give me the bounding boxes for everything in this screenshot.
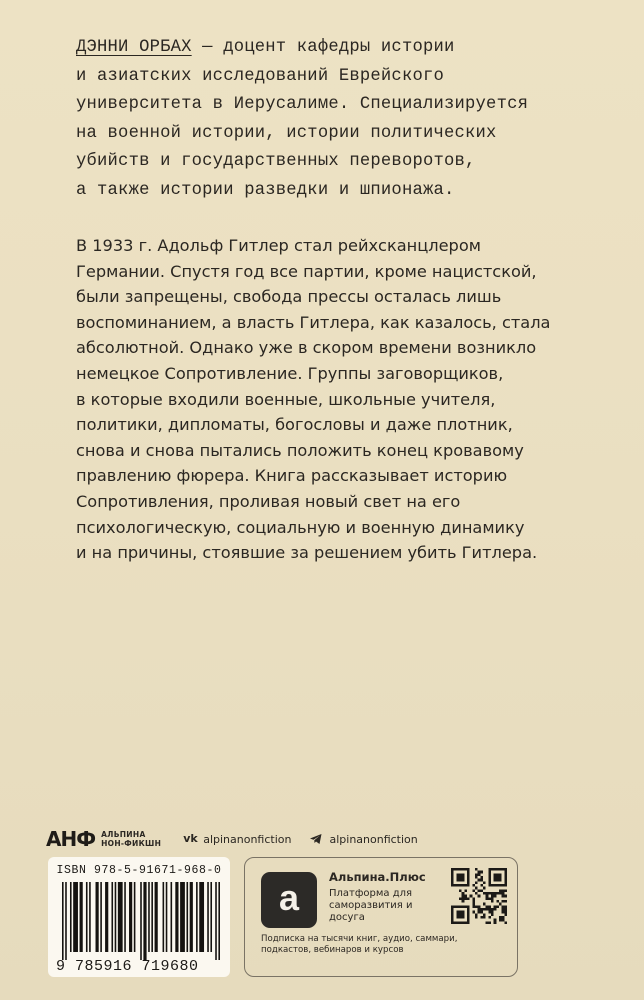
barcode-bar — [180, 882, 185, 952]
annotation-line: и на причины, стоявшие за решением убить Гитлера. — [76, 543, 538, 563]
barcode-bar — [171, 882, 173, 952]
bio-line: и азиатских исследований Еврейского — [76, 66, 444, 86]
telegram-icon — [309, 832, 323, 846]
barcode-bar — [65, 882, 67, 960]
barcode-bar — [118, 882, 123, 952]
barcode-bar — [134, 882, 136, 952]
barcode-bar — [105, 882, 108, 952]
annotation-line: Германии. Спустя год все партии, кроме нацистской, — [76, 261, 537, 281]
annotation-line: политики, дипломаты, богословы и даже плотник, — [76, 415, 513, 435]
publisher-logo-mark: АНФ — [46, 827, 96, 851]
barcode-bar — [155, 882, 158, 952]
annotation-line: психологическую, социальную и военную динамику — [76, 517, 525, 537]
barcode-bar — [124, 882, 126, 952]
telegram-link[interactable] — [309, 832, 417, 846]
promo-title: Альпина.Плюс — [329, 870, 426, 884]
barcode-bar — [70, 882, 72, 952]
annotation-line: воспоминанием, а власть Гитлера, как казалось, стала — [76, 312, 551, 332]
barcode-bar — [73, 882, 78, 952]
annotation-line: снова и снова пытались положить конец кровавому — [76, 440, 524, 460]
barcode-digits: 9 785916 719680 — [56, 958, 199, 975]
annotation-line: правлению фюрера. Книга рассказывает историю — [76, 466, 508, 486]
app-icon-letter: a — [278, 877, 300, 918]
vk-link[interactable] — [183, 832, 291, 846]
barcode-bar — [100, 882, 102, 952]
barcode-bar — [62, 882, 64, 960]
barcode-bar — [207, 882, 209, 952]
vk-icon: vk — [183, 832, 198, 845]
promo-description: Платформа для саморазвития и досуга — [329, 888, 413, 923]
annotation-line: В 1933 г. Адольф Гитлер стал рейхсканцлером — [76, 236, 481, 255]
bio-line: — доцент кафедры истории — [191, 38, 455, 57]
annotation-line: немецкое Сопротивление. Группы заговорщиков, — [76, 363, 504, 383]
barcode-bar — [111, 882, 113, 952]
qr-code-icon[interactable] — [451, 868, 507, 924]
promo-subtitle: Подписка на тысячи книг, аудио, саммари, подкастов, вебинаров и курсов — [261, 934, 458, 955]
barcode-bar — [196, 882, 198, 952]
publisher-logo-line: АЛЬПИНА — [101, 830, 146, 839]
barcode-bar — [89, 882, 91, 952]
publisher-logo — [46, 829, 161, 849]
bio-line: на военной истории, истории политических — [76, 123, 497, 143]
barcode-bar — [163, 882, 165, 952]
barcode-bar — [218, 882, 220, 960]
barcode-bar — [86, 882, 88, 952]
vk-handle: alpinanonfiction — [203, 832, 292, 846]
alpina-plus-promo — [244, 857, 518, 977]
barcode-bar — [166, 882, 168, 952]
barcode-bar — [175, 882, 178, 952]
annotation-line: абсолютной. Однако уже в скором времени возникло — [76, 338, 537, 358]
barcode-bar — [190, 882, 193, 952]
barcode-bars — [62, 882, 220, 960]
annotation-line: были запрещены, свобода прессы осталась лишь — [76, 287, 502, 307]
bio-line: университета в Иерусалиме. Специализируется — [76, 95, 529, 115]
annotation-line: Сопротивления, проливая новый свет на его — [76, 491, 461, 511]
barcode-bar — [115, 882, 117, 952]
publisher-footer — [46, 824, 606, 854]
barcode-bar — [96, 882, 99, 952]
barcode-bar — [210, 882, 212, 952]
barcode-bar — [199, 882, 204, 952]
bio-line: а также истории разведки и шпионажа. — [76, 180, 455, 200]
telegram-handle: alpinanonfiction — [329, 832, 418, 846]
barcode-bar — [151, 882, 153, 952]
isbn-barcode — [48, 857, 230, 977]
book-annotation — [76, 233, 596, 566]
alpina-plus-app-icon — [261, 872, 317, 928]
publisher-logo-line: НОН-ФИКШН — [101, 839, 162, 848]
barcode-bar — [148, 882, 150, 952]
barcode-bar — [186, 882, 188, 952]
isbn-number: ISBN 978-5-91671-968-0 — [56, 864, 222, 877]
author-bio — [76, 34, 596, 206]
barcode-bar — [143, 882, 146, 960]
barcode-bar — [140, 882, 142, 960]
author-name: ДЭННИ ОРБАХ — [76, 38, 192, 57]
barcode-bar — [129, 882, 132, 952]
barcode-bar — [215, 882, 217, 960]
publisher-logo-text — [101, 830, 161, 848]
bio-line: убийств и государственных переворотов, — [76, 152, 476, 172]
annotation-line: в которые входили военные, школьные учителя, — [76, 389, 496, 409]
barcode-bar — [80, 882, 83, 952]
